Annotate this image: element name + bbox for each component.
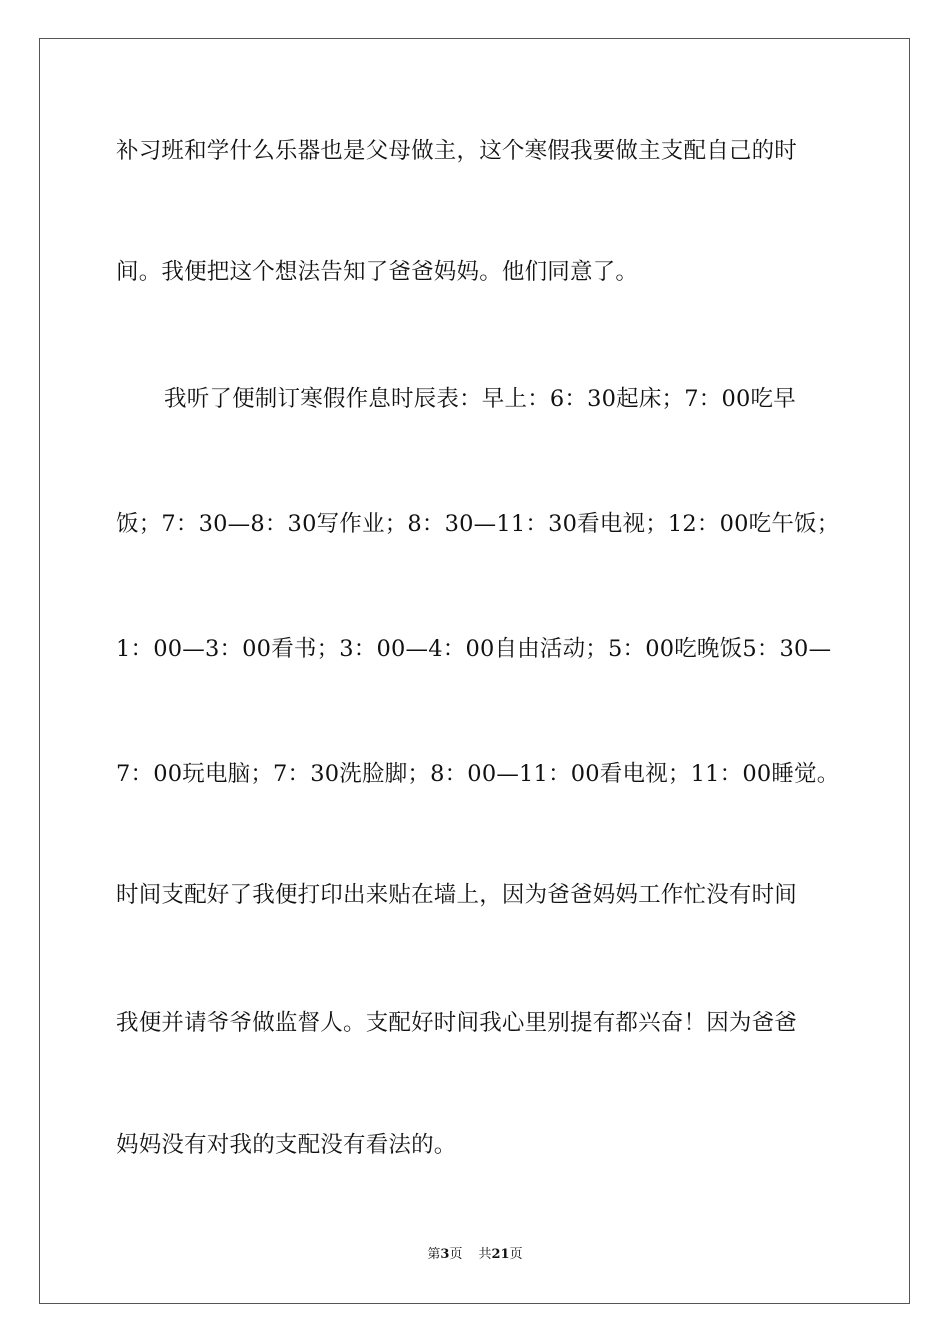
text-line: 我便并请爷爷做监督人。支配好时间我心里别提有都兴奋！因为爸爸	[116, 1010, 798, 1036]
total-prefix: 共	[478, 1247, 492, 1262]
text-line: 我听了便制订寒假作息时辰表：早上：6：30起床；7：00吃早	[164, 386, 796, 412]
total-suffix: 页	[509, 1247, 523, 1262]
page-suffix: 页	[449, 1247, 463, 1262]
text-line: 间。我便把这个想法告知了爸爸妈妈。他们同意了。	[116, 259, 639, 285]
page-prefix: 第	[427, 1247, 441, 1262]
text-line: 饭；7：30—8：30写作业；8：30—11：30看电视；12：00吃午饭；	[116, 511, 840, 537]
page-border	[39, 38, 910, 1304]
text-line: 7：00玩电脑；7：30洗脸脚；8：00—11：00看电视；11：00睡觉。	[116, 761, 840, 787]
text-line: 1：00—3：00看书；3：00—4：00自由活动；5：00吃晚饭5：30—	[116, 636, 832, 662]
page-footer	[0, 1246, 950, 1264]
text-line: 妈妈没有对我的支配没有看法的。	[116, 1132, 457, 1158]
total-pages: 21	[491, 1247, 510, 1262]
page-number: 3	[440, 1247, 450, 1262]
text-line: 时间支配好了我便打印出来贴在墙上，因为爸爸妈妈工作忙没有时间	[116, 882, 798, 908]
text-line: 补习班和学什么乐器也是父母做主，这个寒假我要做主支配自己的时	[116, 138, 798, 164]
